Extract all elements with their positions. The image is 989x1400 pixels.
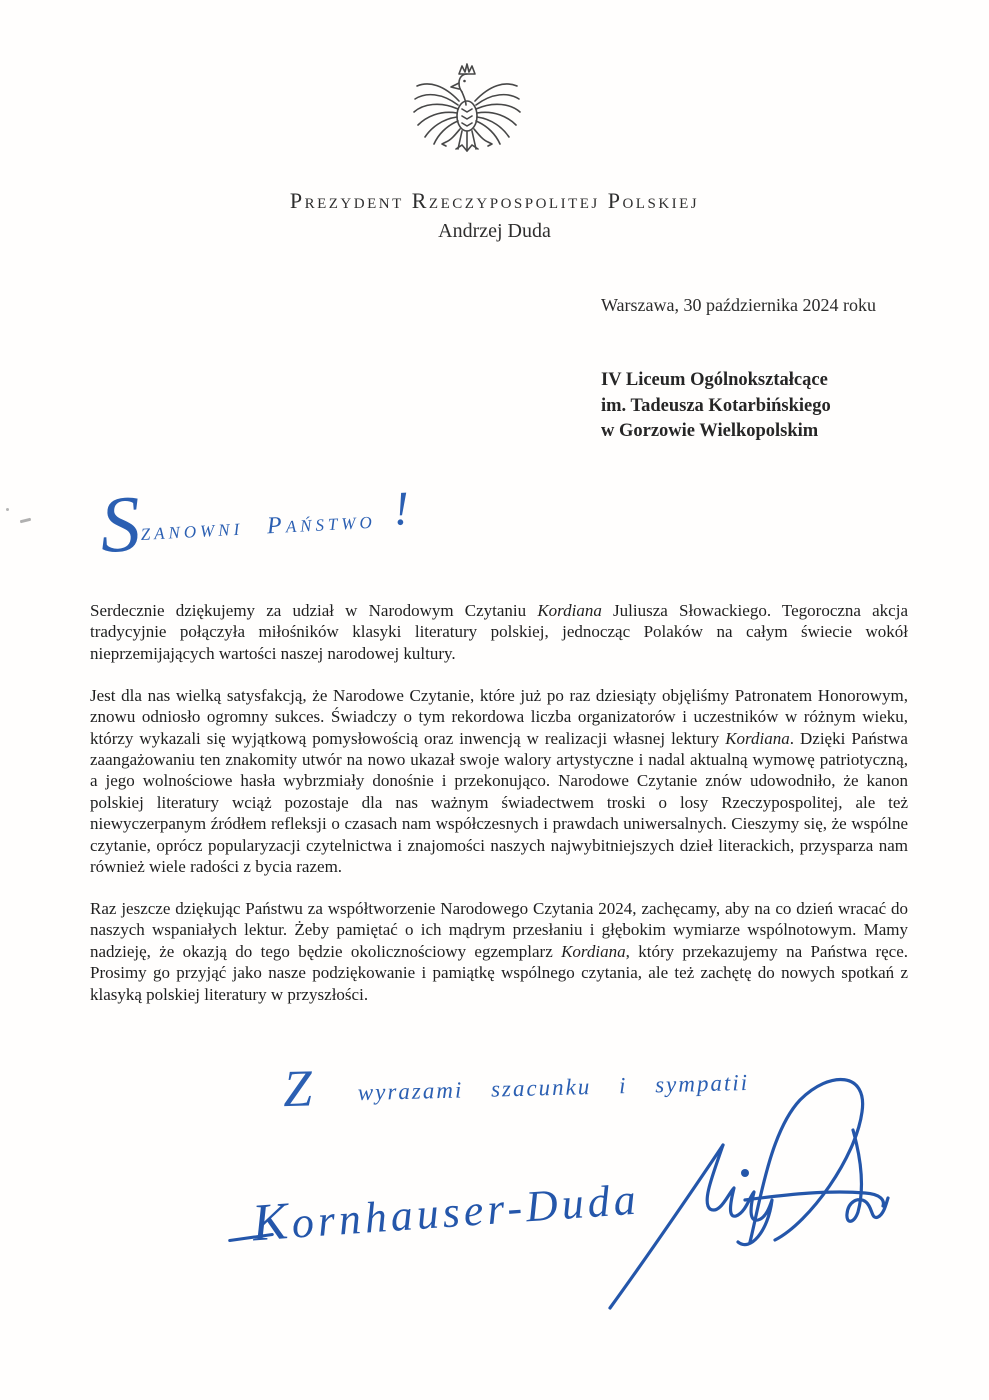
italic-book-title: Kordiana bbox=[537, 601, 602, 620]
text-run: Serdecznie dziękujemy za udział w Narodowym Czytaniu bbox=[90, 601, 538, 620]
dateline: Warszawa, 30 października 2024 roku bbox=[601, 295, 876, 315]
scan-artifact-dot bbox=[6, 508, 9, 511]
text-run: , który przekazujemy na Państwa ręce. Prosimy go przyjąć jako nasze podziękowanie i pamiątkę wspólnego czytania, ale też zachętę do nowych spotkań z klasyką polskiej literatury w przyszłości. bbox=[90, 941, 908, 1004]
andrzej-duda-signature bbox=[596, 1068, 906, 1336]
recipient-line-1: IV Liceum Ogólnokształcące bbox=[601, 370, 828, 390]
recipient-block bbox=[601, 368, 831, 445]
body-paragraph bbox=[90, 685, 908, 878]
italic-book-title: Kordiana bbox=[561, 941, 626, 961]
scan-artifact-mark bbox=[20, 518, 31, 524]
text-run: . Dzięki Państwa zaangażowaniu ten znakomity utwór na nowo ukazał swoje walory artystyczne i nadal aktualną wymowę patriotyczną, a jego wolnościowe hasła wybrzmiały donośnie i przekonująco. Narodowe Czytanie znów udowodniło, że kanon polskiej literatury wciąż pozostaje dla nas ważnym świadectwem troski o losy Rzeczypospolitej, ale też niewyczerpanym źródłem refleksji o czasach nam współczesnych i prawdach uniwersalnych. Cieszymy się, że wspólne czytanie, oprócz popularyzacji czytelnictwa i znajomości naszych najwybitniejszych dzieł literackich, przysparza nam również wiele radości z bycia razem. bbox=[90, 728, 908, 876]
body-paragraph bbox=[90, 600, 908, 664]
recipient-line-2: im. Tadeusza Kotarbińskiego bbox=[601, 395, 831, 416]
text-run: Juliusza Słowackiego. Tegoroczna akcja tradycyjnie połączyła miłośników klasyki literatury polskiej, jednocząc Polaków na całym świecie wokół nieprzemijających wartości naszej narodowej kultury. bbox=[90, 601, 908, 663]
exclamation-mark: ! bbox=[391, 481, 411, 536]
recipient-line-3: w Gorzowie Wielkopolskim bbox=[601, 421, 819, 441]
letterhead-sender-name: Andrzej Duda bbox=[438, 220, 551, 242]
initial-letter: S bbox=[97, 480, 143, 571]
handwritten-text: wyrazami szacunku i sympatii bbox=[329, 1069, 750, 1106]
letterhead-title: Prezydent Rzeczypospolitej Polskiej bbox=[289, 188, 700, 213]
handwritten-greeting bbox=[97, 470, 411, 571]
text-run: Raz jeszcze dziękując Państwu za współtworzenie Narodowego Czytania 2024, zachęcamy, aby na co dzień wracać do naszych wspaniałych lektur. Żeby pamiętać o ich mądrym przesłaniu i głębokim wymiarze wspólnotowym. Mamy nadzieję, że okazją do tego będzie okolicznościowy egzemplarz bbox=[90, 898, 908, 961]
body-paragraph bbox=[90, 898, 908, 1005]
letter-body bbox=[90, 600, 908, 1025]
handwritten-text: zanowni Państwo bbox=[139, 507, 377, 546]
initial-letter: Z bbox=[282, 1060, 313, 1119]
italic-book-title: Kordiana bbox=[725, 728, 790, 748]
text-run: Jest dla nas wielką satysfakcją, że Narodowe Czytanie, które już po raz dziesiąty objęliśmy Patronatem Honorowym, znowu odniosło ogromny sukces. Świadczy o tym rekordowa liczba organizatorów i uczestników w różnym wieku, którzy wykazali się wyjątkową pomysłowością oraz inwencją w realizacji własnej lektury bbox=[90, 685, 908, 748]
polish-eagle-emblem-icon bbox=[412, 60, 522, 180]
kornhauser-duda-signature: Kornhauser-Duda bbox=[250, 1174, 642, 1253]
